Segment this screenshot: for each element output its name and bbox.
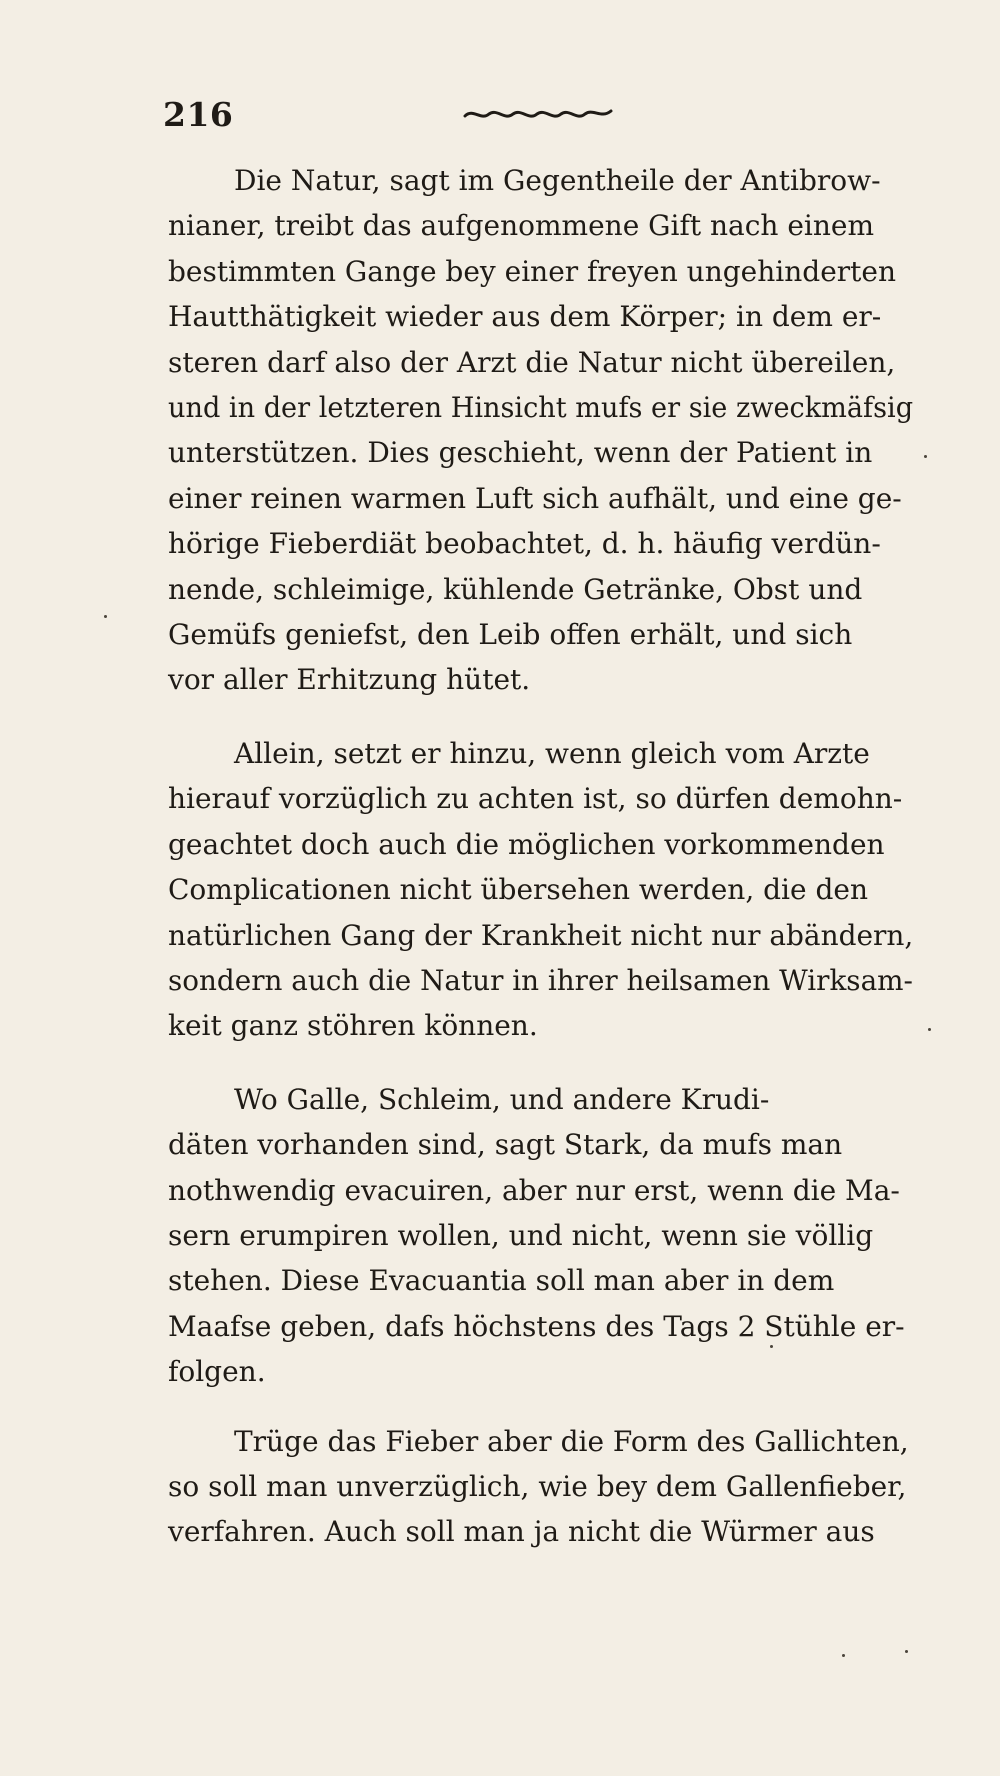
page-number: 216: [163, 95, 234, 134]
text-line: hierauf vorzüglich zu achten ist, so dürfen demohn-: [168, 782, 903, 816]
text-line: keit ganz stöhren können.: [168, 1009, 538, 1043]
text-line: vor aller Erhitzung hütet.: [168, 663, 531, 697]
text-line: Allein, setzt er hinzu, wenn gleich vom Arzte: [234, 736, 870, 770]
text-line: Gemüfs geniefst, den Leib offen erhält, und sich: [168, 618, 853, 652]
header-ornament: [463, 105, 613, 123]
paper-speck: [924, 455, 927, 458]
text-line: sondern auch die Natur in ihrer heilsamen Wirksam-: [168, 963, 913, 997]
text-line: bestimmten Gange bey einer freyen ungehinderten: [168, 254, 896, 288]
paper-speck: [928, 1028, 931, 1031]
text-line: sern erumpiren wollen, und nicht, wenn sie völlig: [168, 1218, 874, 1252]
text-line: und in der letzteren Hinsicht mufs er sie zweckmäfsig: [168, 391, 914, 425]
text-line: hörige Fieberdiät beobachtet, d. h. häufig verdün-: [168, 527, 881, 561]
text-line: Hautthätigkeit wieder aus dem Körper; in dem er-: [168, 300, 882, 334]
text-line: nothwendig evacuiren, aber nur erst, wenn die Ma-: [168, 1173, 900, 1207]
text-line: Complicationen nicht übersehen werden, die den: [168, 873, 869, 907]
text-line: so soll man unverzüglich, wie bey dem Gallenfieber,: [168, 1469, 907, 1503]
text-line: natürlichen Gang der Krankheit nicht nur abändern,: [168, 918, 914, 952]
paragraph-2: [168, 731, 913, 1049]
paragraph-4: [168, 1419, 913, 1555]
text-line: Maafse geben, dafs höchstens des Tags 2 Stühle er-: [168, 1309, 905, 1343]
text-line: stehen. Diese Evacuantia soll man aber in dem: [168, 1264, 835, 1298]
text-line: einer reinen warmen Luft sich aufhält, und eine ge-: [168, 481, 902, 515]
paragraph-3: [168, 1077, 913, 1395]
paper-speck: [905, 1650, 908, 1653]
paper-speck: [770, 1345, 773, 1348]
body-text: [168, 158, 913, 1555]
text-line: Trüge das Fieber aber die Form des Gallichten,: [234, 1424, 909, 1458]
text-line: verfahren. Auch soll man ja nicht die Würmer aus: [168, 1515, 875, 1549]
text-line: nianer, treibt das aufgenommene Gift nach einem: [168, 209, 875, 243]
text-line: Die Natur, sagt im Gegentheile der Antibrow-: [234, 164, 881, 197]
text-line: nende, schleimige, kühlende Getränke, Obst und: [168, 572, 863, 606]
text-line: steren darf also der Arzt die Natur nicht übereilen,: [168, 345, 896, 379]
text-line: folgen.: [168, 1355, 266, 1389]
text-line: Wo Galle, Schleim, und andere Krudi-: [234, 1082, 770, 1116]
page-header: [163, 95, 915, 135]
text-line: däten vorhanden sind, sagt Stark, da mufs man: [168, 1128, 843, 1162]
paper-speck: [104, 615, 107, 618]
paragraph-1: [168, 158, 913, 703]
paper-speck: [842, 1654, 845, 1657]
text-line: geachtet doch auch die möglichen vorkommenden: [168, 827, 885, 861]
text-line: unterstützen. Dies geschieht, wenn der Patient in: [168, 436, 873, 470]
